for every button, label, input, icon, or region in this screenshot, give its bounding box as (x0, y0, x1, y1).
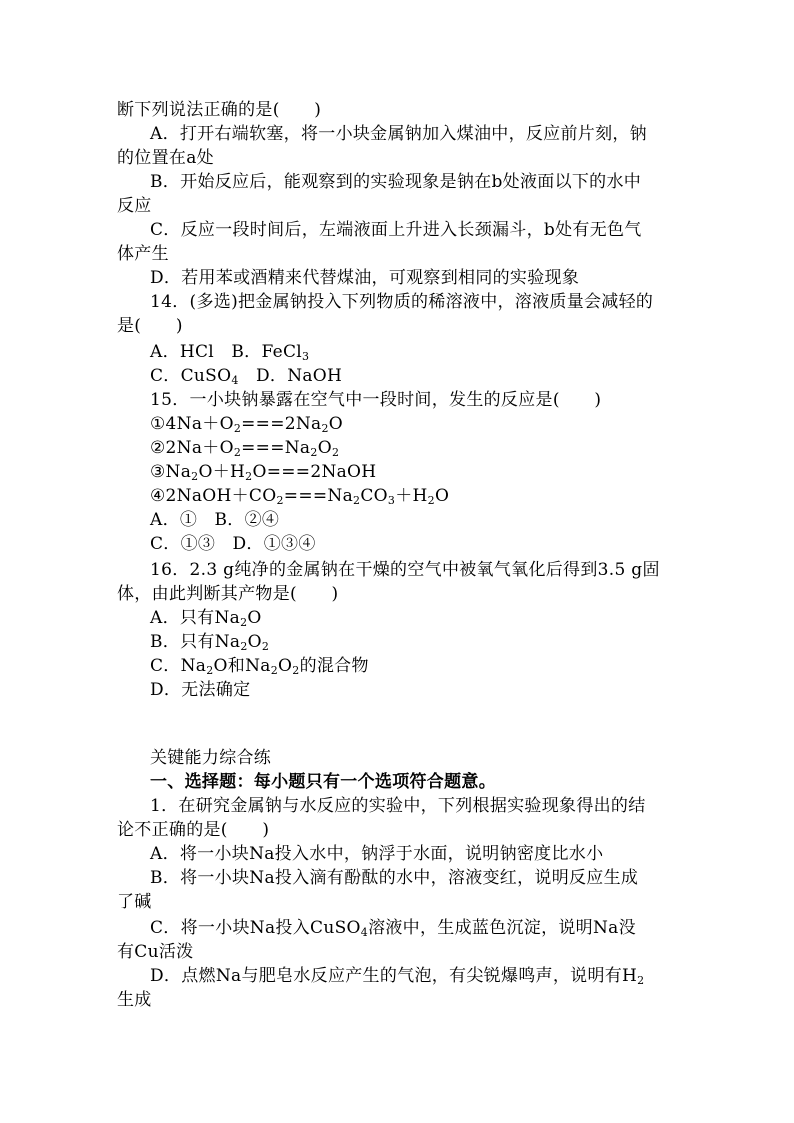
option-line: D．无法确定 (150, 680, 251, 700)
option-line: A．将一小块Na投入水中，钠浮于水面，说明钠密度比水小 (150, 844, 604, 864)
text-line: 生成 (117, 990, 152, 1010)
equation-line: $②2Na+O_2===Na_2O_2$ (150, 438, 340, 459)
option-line: D．点燃Na与肥皂水反应产生的气泡，有尖锐爆鸣声，说明有$H_2$ (150, 966, 645, 987)
text-line: 了碱 (117, 892, 152, 912)
text-line: 论不正确的是( ) (117, 820, 270, 840)
option-line: B．开始反应后，能观察到的实验现象是钠在b处液面以下的水中 (150, 172, 642, 192)
equation-line: $①4Na+O_2===2Na_2O$ (150, 414, 344, 435)
text-line: 的位置在a处 (117, 148, 214, 168)
text-line: 断下列说法正确的是( ) (117, 100, 322, 120)
option-line: C．反应一段时间后，左端液面上升进入长颈漏斗，b处有无色气 (150, 220, 642, 240)
section-title: 关键能力综合练 (150, 748, 272, 768)
equation-line: $④2NaOH+CO_2===Na_2CO_3+H_2O$ (150, 486, 450, 507)
option-line: A．打开右端软塞，将一小块金属钠加入煤油中，反应前片刻，钠 (150, 124, 647, 144)
text-line: 反应 (117, 196, 152, 216)
option-line: A．① B．②④ (150, 510, 280, 530)
question-16: 16．2.3 g纯净的金属钠在干燥的空气中被氧气氧化后得到3.5 g固 (150, 560, 660, 580)
option-line: C．将一小块Na投入CuSO$_4$溶液中，生成蓝色沉淀，说明Na没 (150, 918, 636, 939)
option-line: D．若用苯或酒精来代替煤油，可观察到相同的实验现象 (150, 268, 580, 288)
option-line: B．只有$Na_2O_2$ (150, 632, 270, 653)
option-line: B．将一小块Na投入滴有酚酞的水中，溶液变红，说明反应生成 (150, 868, 639, 888)
option-line: C．$Na_2O$和$Na_2O_2$的混合物 (150, 656, 369, 677)
text-line: 体产生 (117, 244, 169, 264)
text-line: 有Cu活泼 (117, 942, 194, 962)
option-line: C．CuSO$_4$ D．NaOH (150, 366, 343, 387)
text-line: 是( ) (117, 316, 183, 336)
option-line: C．①③ D．①③④ (150, 534, 316, 554)
option-line: A．只有$Na_2O$ (150, 608, 262, 629)
option-line: A．HCl B．FeCl$_3$ (150, 342, 310, 363)
section-subtitle: 一、选择题：每小题只有一个选项符合题意。 (150, 772, 496, 792)
text-line: 体，由此判断其产物是( ) (117, 584, 339, 604)
equation-line: $③Na_2O+H_2O===2NaOH$ (150, 462, 377, 483)
question-14: 14．(多选)把金属钠投入下列物质的稀溶液中，溶液质量会减轻的 (150, 292, 654, 312)
question-15: 15．一小块钠暴露在空气中一段时间，发生的反应是( ) (150, 390, 602, 410)
question-1: 1．在研究金属钠与水反应的实验中，下列根据实验现象得出的结 (150, 796, 646, 816)
